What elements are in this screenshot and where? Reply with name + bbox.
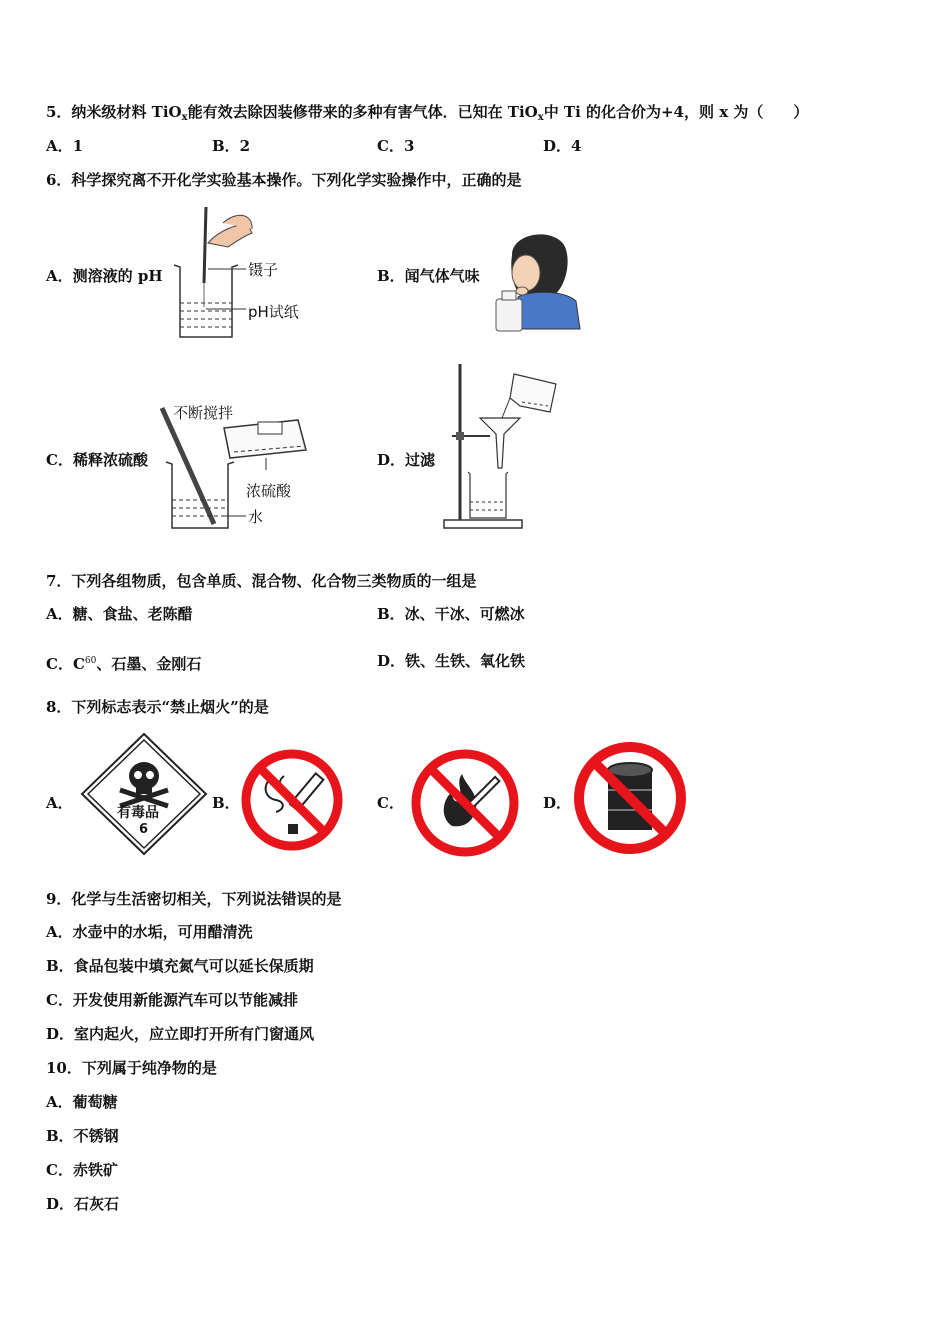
q5-stem-part2: 能有效去除因装修带来的多种有害气体．已知在 TiO: [187, 103, 538, 121]
q8-option-c[interactable]: C．: [377, 794, 404, 812]
q5-option-b[interactable]: B．2: [212, 137, 251, 155]
q5-stem-part3: 中 Ti 的化合价为+4，则 x 为（ ）: [543, 103, 809, 121]
smell-gas-figure: [492, 225, 584, 335]
water-label: 水: [248, 508, 264, 526]
filtration-figure: [440, 362, 562, 532]
no-barrel-sign[interactable]: [572, 740, 688, 856]
q5-stem: [46, 102, 808, 128]
q6-stem: 6．科学探究离不开化学实验基本操作。下列化学实验操作中，正确的是: [46, 171, 522, 189]
toxic-sign-number: 6: [139, 822, 149, 837]
q10-stem: 10．下列属于纯净物的是: [46, 1059, 217, 1077]
acid-label: 浓硫酸: [246, 482, 292, 500]
q5-option-c[interactable]: C．3: [377, 137, 415, 155]
q7-option-c-prefix: C．C: [46, 655, 85, 673]
q10-option-d[interactable]: D．石灰石: [46, 1195, 120, 1213]
q9-stem: 9．化学与生活密切相关，下列说法错误的是: [46, 890, 342, 908]
no-smoking-sign[interactable]: [240, 748, 344, 852]
q5-option-d[interactable]: D．4: [543, 137, 582, 155]
q5-stem-part1: 5．纳米级材料 TiO: [46, 103, 182, 121]
q8-option-b[interactable]: B．: [212, 794, 240, 812]
q10-option-a[interactable]: A．葡萄糖: [46, 1093, 118, 1111]
q7-option-d[interactable]: D．铁、生铁、氧化铁: [377, 652, 526, 670]
q5-sub2: x: [537, 112, 544, 123]
q7-option-a[interactable]: A．糖、食盐、老陈醋: [46, 605, 193, 623]
q6-option-c[interactable]: C．稀释浓硫酸: [46, 451, 148, 469]
q8-option-a[interactable]: A．: [46, 794, 73, 812]
q5-sub1: x: [181, 112, 188, 123]
q9-option-c[interactable]: C．开发使用新能源汽车可以节能减排: [46, 991, 298, 1009]
tweezers-label: 镊子: [248, 261, 279, 279]
toxic-sign-text: 有毒品: [117, 805, 159, 821]
q8-stem: 8．下列标志表示“禁止烟火”的是: [46, 698, 269, 716]
dilute-acid-figure: [158, 400, 310, 532]
q6-option-a[interactable]: A．测溶液的 pH: [46, 267, 163, 285]
no-fire-sign[interactable]: [410, 748, 520, 858]
q6-option-d[interactable]: D．过滤: [377, 451, 436, 469]
q9-option-b[interactable]: B．食品包装中填充氮气可以延长保质期: [46, 957, 314, 975]
q8-option-d[interactable]: D．: [543, 794, 572, 812]
q7-stem: 7．下列各组物质，包含单质、混合物、化合物三类物质的一组是: [46, 572, 477, 590]
q7-option-b[interactable]: B．冰、干冰、可燃冰: [377, 605, 525, 623]
ph-test-figure: [168, 203, 313, 343]
q7-option-c-rest: 、石墨、金刚石: [96, 655, 202, 673]
q9-option-d[interactable]: D．室内起火，应立即打开所有门窗通风: [46, 1025, 315, 1043]
toxic-sign[interactable]: [80, 732, 208, 856]
q10-option-c[interactable]: C．赤铁矿: [46, 1161, 118, 1179]
q9-option-a[interactable]: A．水壶中的水垢，可用醋清洗: [46, 923, 253, 941]
ph-paper-label: pH试纸: [248, 303, 299, 321]
q5-option-a[interactable]: A．1: [46, 137, 84, 155]
q10-option-b[interactable]: B．不锈钢: [46, 1127, 119, 1145]
q6-option-b[interactable]: B．闻气体气味: [377, 267, 480, 285]
q7-option-c-sup: 60: [84, 656, 97, 666]
q7-option-c[interactable]: [46, 651, 201, 674]
stir-label: 不断搅拌: [173, 404, 234, 422]
